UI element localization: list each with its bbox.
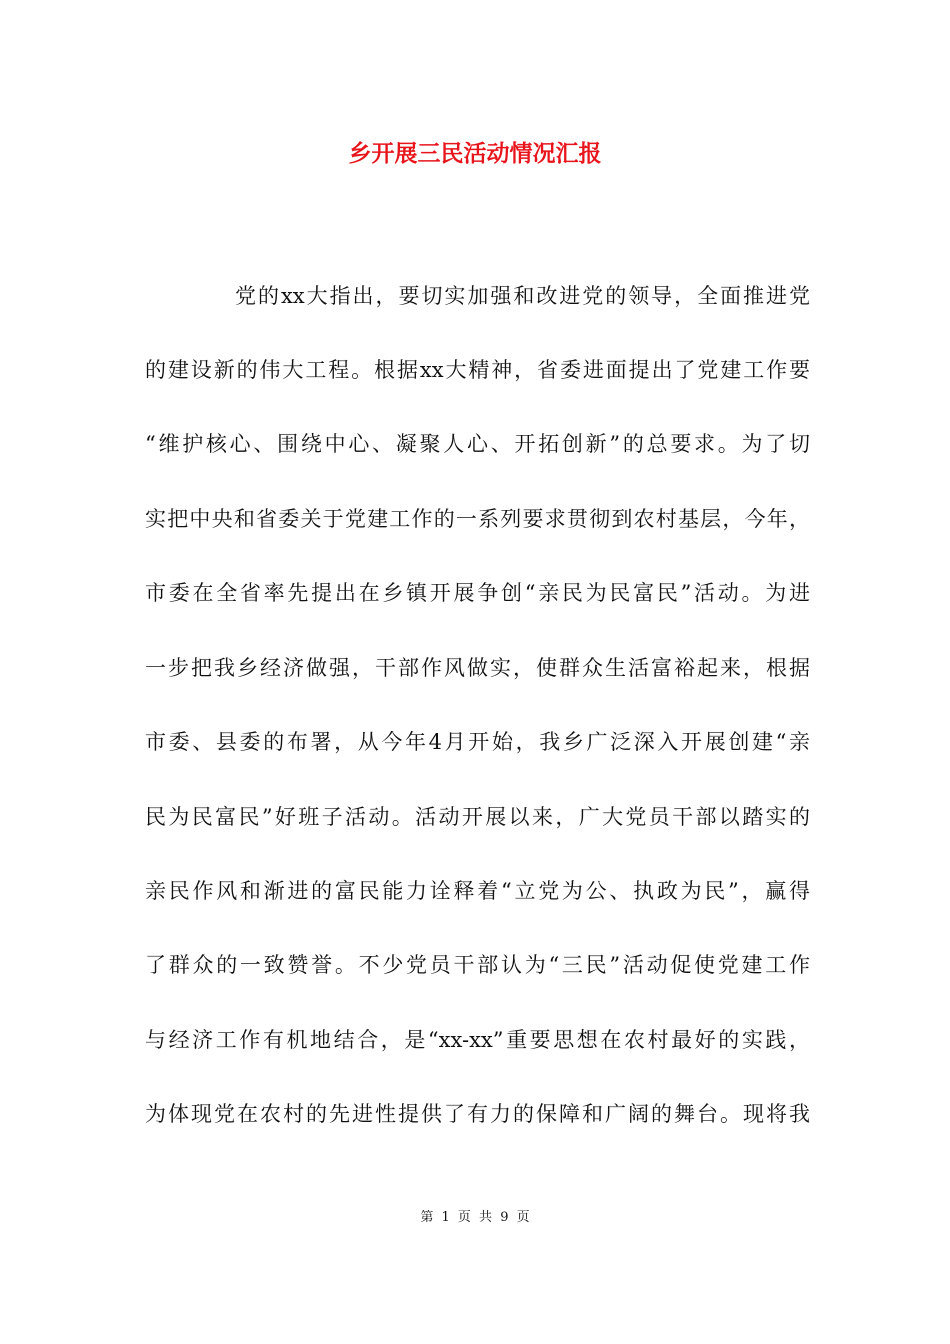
paragraph-line: “维护核心、围绕中心、凝聚人心、开拓创新”的总要求。为了切: [145, 432, 810, 456]
paragraph-line: 市委在全省率先提出在乡镇开展争创“亲民为民富民”活动。为进: [145, 581, 810, 605]
paragraph-line: 民为民富民”好班子活动。活动开展以来，广大党员干部以踏实的: [145, 805, 810, 829]
paragraph-line: 了群众的一致赞誉。不少党员干部认为“三民”活动促使党建工作: [145, 953, 810, 977]
paragraph-line: 与经济工作有机地结合，是“xx-xx”重要思想在农村最好的实践，: [145, 1028, 810, 1052]
page-number-footer: 第 1 页 共 9 页: [420, 1210, 530, 1225]
paragraph-line: 亲民作风和渐进的富民能力诠释着“立党为公、执政为民”，赢得: [145, 879, 810, 903]
paragraph-line: 实把中央和省委关于党建工作的一系列要求贯彻到农村基层，今年，: [145, 507, 810, 531]
paragraph-line: 党的xx大指出，要切实加强和改进党的领导，全面推进党: [235, 284, 810, 308]
paragraph-line: 的建设新的伟大工程。根据xx大精神，省委进面提出了党建工作要: [145, 358, 810, 382]
paragraph-line: 一步把我乡经济做强，干部作风做实，使群众生活富裕起来，根据: [145, 656, 810, 680]
document-title: 乡开展三民活动情况汇报: [348, 140, 602, 167]
paragraph-line: 为体现党在农村的先进性提供了有力的保障和广阔的舞台。现将我: [145, 1102, 810, 1126]
paragraph-line: 市委、县委的布署，从今年4月开始，我乡广泛深入开展创建“亲: [145, 730, 810, 754]
